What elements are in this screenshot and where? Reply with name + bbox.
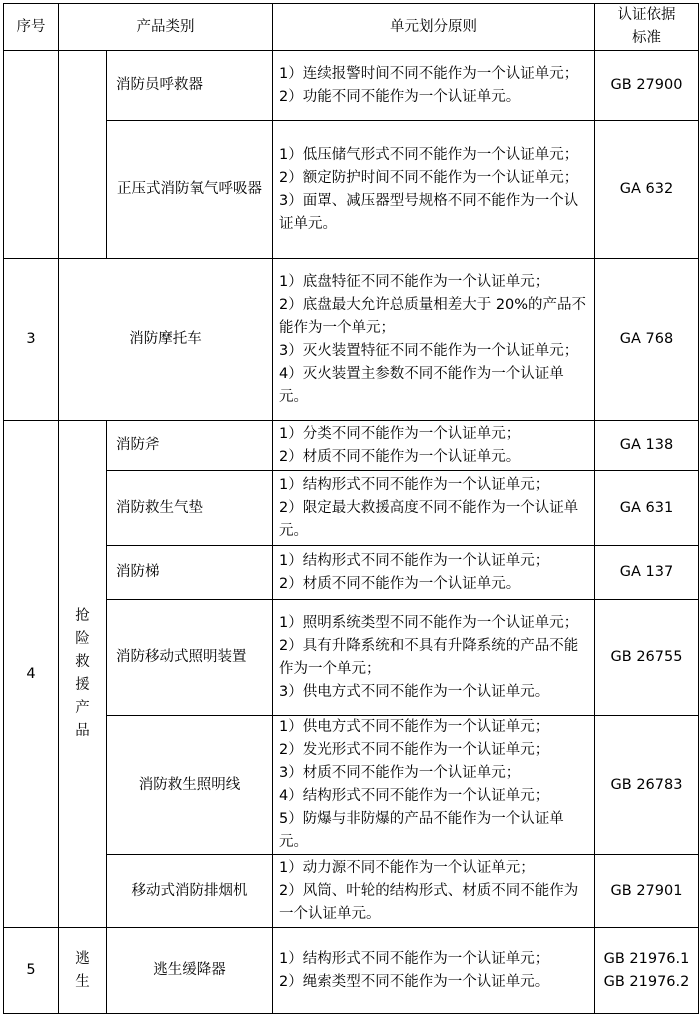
category-cell <box>59 421 107 928</box>
standard-code: GA 632 <box>619 181 674 197</box>
standard-cell <box>595 716 699 855</box>
rule-line: 2）具有升降系统和不具有升降系统的产品不能作为一个单元； <box>279 637 579 677</box>
product-name: 消防梯 <box>107 546 273 600</box>
product-name: 消防员呼救器 <box>107 51 273 121</box>
rule-line: 1）低压储气形式不同不能作为一个认证单元； <box>279 146 579 163</box>
rule-line: 1）供电方式不同不能作为一个认证单元； <box>279 719 550 735</box>
standard-cell <box>595 471 699 546</box>
rule-line: 3）材质不同不能作为一个认证单元； <box>279 765 521 781</box>
standard-code: GA 137 <box>619 564 674 580</box>
product-name: 消防救生照明线 <box>107 716 273 855</box>
rule-cell <box>273 259 595 421</box>
row-number-cell <box>4 51 59 259</box>
header-category: 产品类别 <box>59 4 273 51</box>
header-no: 序号 <box>4 4 59 51</box>
table-row <box>4 421 699 471</box>
rule-line: 2）发光形式不同不能作为一个认证单元； <box>279 742 550 758</box>
rule-line: 1）连续报警时间不同不能作为一个认证单元； <box>279 65 579 82</box>
standard-code: GB 26755 <box>610 649 683 665</box>
standard-code: GA 768 <box>619 331 674 347</box>
rule-line: 2）绳索类型不同不能作为一个认证单元。 <box>279 973 550 990</box>
category-cell <box>59 51 107 259</box>
rule-line: 1）照明系统类型不同不能作为一个认证单元； <box>279 614 579 631</box>
table-row <box>4 600 699 716</box>
rule-cell <box>273 421 595 471</box>
product-name: 逃生缓降器 <box>107 928 273 1014</box>
rule-cell <box>273 855 595 928</box>
standard-code: GB 21976.2 <box>603 973 690 990</box>
header-standard-line2: 标准 <box>632 30 661 46</box>
rule-cell <box>273 121 595 259</box>
rule-cell <box>273 546 595 600</box>
rule-line: 5）防爆与非防爆的产品不能作为一个认证单元。 <box>279 811 564 850</box>
rule-line: 1）动力源不同不能作为一个认证单元； <box>279 859 535 876</box>
row-number: 4 <box>4 421 59 928</box>
product-name: 消防移动式照明装置 <box>107 600 273 716</box>
standard-code: GA 631 <box>619 499 674 516</box>
rule-line: 2）材质不同不能作为一个认证单元。 <box>279 448 521 465</box>
standard-cell <box>595 421 699 471</box>
rule-cell <box>273 928 595 1014</box>
rule-line: 2）限定最大救援高度不同不能作为一个认证单元。 <box>279 499 579 539</box>
rule-cell <box>273 51 595 121</box>
standard-cell <box>595 928 699 1014</box>
table-row <box>4 546 699 600</box>
rule-line: 1）分类不同不能作为一个认证单元； <box>279 425 521 442</box>
standard-code: GB 26783 <box>610 776 683 793</box>
header-standard <box>595 4 699 51</box>
standard-cell <box>595 546 699 600</box>
rule-line: 2）风筒、叶轮的结构形式、材质不同不能作为一个认证单元。 <box>279 882 579 922</box>
standard-code: GB 27900 <box>610 77 683 93</box>
product-name: 消防斧 <box>107 421 273 471</box>
rule-line: 1）结构形式不同不能作为一个认证单元； <box>279 476 550 493</box>
row-number: 5 <box>4 928 59 1014</box>
standard-cell <box>595 855 699 928</box>
table-row <box>4 121 699 259</box>
rule-cell <box>273 471 595 546</box>
standard-cell <box>595 600 699 716</box>
standard-code: GA 138 <box>619 437 674 453</box>
product-name: 移动式消防排烟机 <box>107 855 273 928</box>
product-name: 正压式消防氧气呼吸器 <box>107 121 273 259</box>
rule-line: 2）材质不同不能作为一个认证单元。 <box>279 575 521 592</box>
certification-unit-table <box>3 3 699 1014</box>
rule-line: 3）供电方式不同不能作为一个认证单元。 <box>279 683 550 700</box>
rule-line: 3）面罩、减压器型号规格不同不能作为一个认证单元。 <box>279 192 579 232</box>
rule-cell <box>273 716 595 855</box>
rule-line: 2）额定防护时间不同不能作为一个认证单元； <box>279 169 579 186</box>
table-row <box>4 471 699 546</box>
header-standard-line1: 认证依据 <box>617 7 676 23</box>
table-row <box>4 259 699 421</box>
header-row <box>4 4 699 51</box>
standard-cell <box>595 259 699 421</box>
table-row <box>4 855 699 928</box>
table-row <box>4 716 699 855</box>
product-name: 消防摩托车 <box>59 259 273 421</box>
category-cell <box>59 928 107 1014</box>
rule-line: 2）功能不同不能作为一个认证单元。 <box>279 88 521 105</box>
category-label: 抢险救援产品 <box>75 608 90 739</box>
standard-cell <box>595 51 699 121</box>
table-row <box>4 928 699 1014</box>
product-name: 消防救生气垫 <box>107 471 273 546</box>
row-number: 3 <box>4 259 59 421</box>
standard-code: GB 27901 <box>610 882 683 899</box>
standard-code: GB 21976.1 <box>603 950 690 967</box>
standard-cell <box>595 121 699 259</box>
table-row <box>4 51 699 121</box>
rule-line: 1）底盘特征不同不能作为一个认证单元； <box>279 273 550 290</box>
rule-line: 1）结构形式不同不能作为一个认证单元； <box>279 950 550 967</box>
rule-line: 4）结构形式不同不能作为一个认证单元； <box>279 788 550 804</box>
rule-line: 1）结构形式不同不能作为一个认证单元； <box>279 552 550 569</box>
header-rule: 单元划分原则 <box>273 4 595 51</box>
rule-line: 2）底盘最大允许总质量相差大于 20%的产品不能作为一个单元； <box>279 296 587 336</box>
rule-line: 4）灭火装置主参数不同不能作为一个认证单元。 <box>279 365 564 405</box>
category-label: 逃生 <box>75 950 90 990</box>
rule-cell <box>273 600 595 716</box>
rule-line: 3）灭火装置特征不同不能作为一个认证单元； <box>279 342 579 359</box>
